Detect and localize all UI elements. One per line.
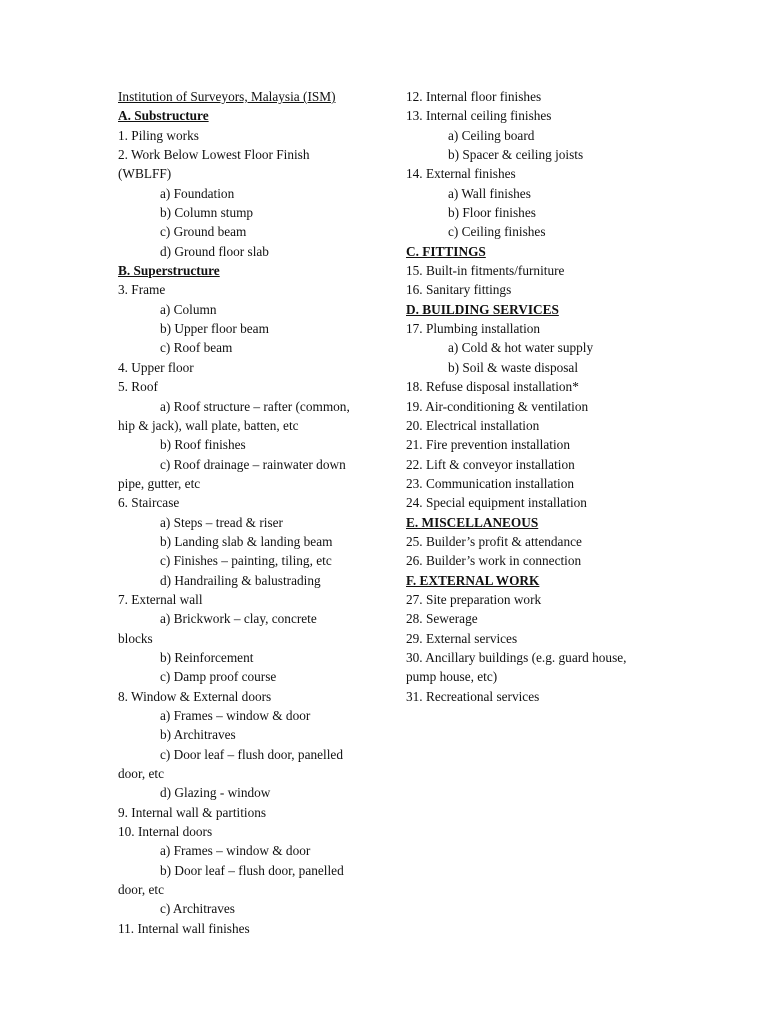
left-column — [118, 87, 380, 938]
list-item: 8. Window & External doors — [118, 688, 272, 704]
sub-list-item: b) Door leaf – flush door, panelled — [160, 862, 344, 878]
list-item: 4. Upper floor — [118, 359, 194, 375]
sub-list-item: d) Ground floor slab — [160, 243, 269, 259]
list-item: 9. Internal wall & partitions — [118, 804, 267, 820]
sub-list-item: c) Ceiling finishes — [448, 224, 546, 240]
list-item: 21. Fire prevention installation — [406, 437, 570, 453]
sub-list-item: a) Cold & hot water supply — [448, 340, 594, 356]
list-item: 29. External services — [406, 630, 518, 646]
sub-list-item: d) Glazing - window — [160, 785, 271, 801]
sub-list-item: a) Brickwork – clay, concrete — [160, 611, 317, 627]
sub-list-item: c) Finishes – painting, tiling, etc — [160, 553, 332, 569]
sub-list-item: c) Damp proof course — [160, 669, 277, 685]
sub-list-item-continuation: blocks — [118, 630, 153, 646]
section-heading-superstructure: B. Superstructure — [118, 263, 220, 279]
list-item: 28. Sewerage — [406, 611, 478, 627]
sub-list-item: b) Reinforcement — [160, 649, 254, 665]
sub-list-item: b) Spacer & ceiling joists — [448, 147, 584, 163]
list-item: 24. Special equipment installation — [406, 495, 587, 511]
list-item: 6. Staircase — [118, 495, 180, 511]
list-item: 20. Electrical installation — [406, 417, 540, 433]
list-item-continuation: pump house, etc) — [406, 669, 498, 685]
list-item: 1. Piling works — [118, 127, 199, 143]
sub-list-item-continuation: door, etc — [118, 766, 164, 782]
sub-list-item: a) Ceiling board — [448, 127, 535, 143]
list-item: 3. Frame — [118, 282, 166, 298]
sub-list-item: c) Roof beam — [160, 340, 233, 356]
sub-list-item: a) Column — [160, 301, 217, 317]
sub-list-item: c) Door leaf – flush door, panelled — [160, 746, 343, 762]
sub-list-item: a) Steps – tread & riser — [160, 514, 283, 530]
sub-list-item: c) Architraves — [160, 901, 235, 917]
list-item: 12. Internal floor finishes — [406, 89, 542, 104]
section-heading-miscellaneous: E. MISCELLANEOUS — [406, 514, 539, 530]
sub-list-item: a) Roof structure – rafter (common, — [160, 398, 350, 414]
list-item: 22. Lift & conveyor installation — [406, 456, 575, 472]
sub-list-item: c) Roof drainage – rainwater down — [160, 456, 346, 472]
section-heading-fittings: C. FITTINGS — [406, 243, 486, 259]
list-item: 17. Plumbing installation — [406, 321, 541, 337]
list-item: 15. Built-in fitments/furniture — [406, 263, 565, 279]
sub-list-item-continuation: pipe, gutter, etc — [118, 475, 201, 491]
sub-list-item-continuation: door, etc — [118, 882, 164, 898]
document-title: Institution of Surveyors, Malaysia (ISM) — [118, 89, 336, 104]
list-item: 7. External wall — [118, 591, 203, 607]
list-item: 5. Roof — [118, 379, 158, 395]
list-item: 10. Internal doors — [118, 824, 213, 840]
sub-list-item: a) Frames – window & door — [160, 843, 311, 859]
section-heading-substructure: A. Substructure — [118, 108, 209, 124]
list-item: 18. Refuse disposal installation* — [406, 379, 579, 395]
sub-list-item: b) Floor finishes — [448, 205, 536, 221]
list-item-continuation: (WBLFF) — [118, 166, 172, 182]
list-item: 31. Recreational services — [406, 688, 540, 704]
sub-list-item: b) Roof finishes — [160, 437, 246, 453]
list-item: 25. Builder’s profit & attendance — [406, 533, 582, 549]
list-item: 2. Work Below Lowest Floor Finish — [118, 147, 310, 163]
sub-list-item-continuation: hip & jack), wall plate, batten, etc — [118, 417, 299, 433]
sub-list-item: b) Soil & waste disposal — [448, 359, 579, 375]
sub-list-item: c) Ground beam — [160, 224, 247, 240]
sub-list-item: b) Column stump — [160, 205, 254, 221]
sub-list-item: a) Wall finishes — [448, 185, 531, 201]
list-item: 23. Communication installation — [406, 475, 575, 491]
list-item: 30. Ancillary buildings (e.g. guard house, — [406, 649, 627, 665]
sub-list-item: a) Foundation — [160, 185, 235, 201]
list-item: 13. Internal ceiling finishes — [406, 108, 552, 124]
right-column — [406, 87, 668, 706]
sub-list-item: a) Frames – window & door — [160, 708, 311, 723]
list-item: 11. Internal wall finishes — [118, 920, 250, 936]
sub-list-item: d) Handrailing & balustrading — [160, 572, 321, 588]
list-item: 14. External finishes — [406, 166, 516, 182]
sub-list-item: b) Upper floor beam — [160, 321, 269, 337]
sub-list-item: b) Architraves — [160, 727, 236, 743]
list-item: 16. Sanitary fittings — [406, 282, 512, 298]
section-heading-external-work: F. EXTERNAL WORK — [406, 572, 540, 588]
list-item: 19. Air-conditioning & ventilation — [406, 398, 589, 414]
sub-list-item: b) Landing slab & landing beam — [160, 533, 333, 549]
list-item: 27. Site preparation work — [406, 591, 542, 607]
list-item: 26. Builder’s work in connection — [406, 553, 582, 569]
section-heading-building-services: D. BUILDING SERVICES — [406, 301, 559, 317]
